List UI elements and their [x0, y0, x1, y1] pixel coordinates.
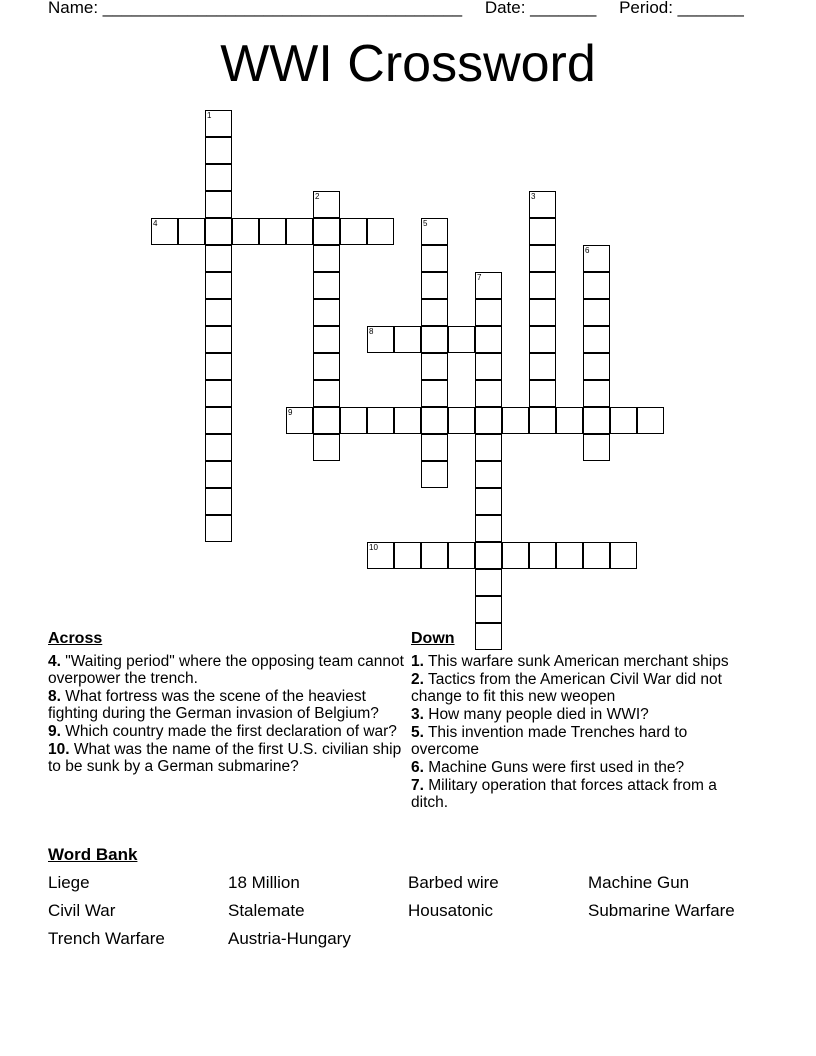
grid-cell[interactable]: [178, 218, 205, 245]
grid-cell[interactable]: [205, 272, 232, 299]
grid-cell[interactable]: [421, 380, 448, 407]
clue-number: 1: [207, 111, 212, 120]
grid-cell[interactable]: [529, 380, 556, 407]
down-clue: [411, 759, 751, 776]
grid-cell[interactable]: [421, 434, 448, 461]
grid-cell[interactable]: [529, 272, 556, 299]
down-clues: [411, 630, 751, 812]
clue-number: 2: [315, 192, 320, 201]
grid-cell[interactable]: [583, 272, 610, 299]
grid-cell[interactable]: [475, 407, 502, 434]
clue-number: 9: [288, 408, 293, 417]
grid-cell[interactable]: [421, 353, 448, 380]
clue-number: 3.: [411, 706, 424, 723]
down-clue: [411, 653, 751, 670]
grid-cell[interactable]: [529, 245, 556, 272]
grid-cell[interactable]: [475, 272, 502, 299]
grid-cell[interactable]: [313, 218, 340, 245]
grid-cell[interactable]: [367, 407, 394, 434]
grid-cell[interactable]: [205, 461, 232, 488]
grid-cell[interactable]: [583, 353, 610, 380]
grid-cell[interactable]: [394, 407, 421, 434]
grid-cell[interactable]: [448, 407, 475, 434]
clue-text: What was the name of the first U.S. civilian ship to be sunk by a German submarine?: [48, 741, 402, 775]
grid-cell[interactable]: [475, 380, 502, 407]
grid-cell[interactable]: [421, 326, 448, 353]
clue-text: This warfare sunk American merchant ships: [423, 653, 729, 670]
grid-cell[interactable]: [205, 380, 232, 407]
grid-cell[interactable]: [421, 299, 448, 326]
grid-cell[interactable]: [475, 542, 502, 569]
grid-cell[interactable]: [583, 407, 610, 434]
grid-cell[interactable]: [205, 218, 232, 245]
clue-number: 6.: [411, 759, 424, 776]
grid-cell[interactable]: [340, 407, 367, 434]
grid-cell[interactable]: [205, 353, 232, 380]
clue-number: 5.: [411, 724, 424, 741]
word-bank-item: Liege: [48, 873, 90, 892]
grid-cell[interactable]: [637, 407, 664, 434]
grid-cell[interactable]: [583, 299, 610, 326]
across-clue: [48, 723, 408, 740]
grid-cell[interactable]: [475, 434, 502, 461]
grid-cell[interactable]: [421, 461, 448, 488]
grid-cell[interactable]: [205, 245, 232, 272]
grid-cell[interactable]: [259, 218, 286, 245]
grid-cell[interactable]: [205, 515, 232, 542]
grid-cell[interactable]: [475, 299, 502, 326]
grid-cell[interactable]: [313, 434, 340, 461]
down-clue: [411, 724, 751, 758]
grid-cell[interactable]: [529, 353, 556, 380]
grid-cell[interactable]: [475, 326, 502, 353]
clue-text: This invention made Trenches hard to overcome: [411, 724, 688, 758]
grid-cell[interactable]: [583, 542, 610, 569]
grid-cell[interactable]: [502, 407, 529, 434]
grid-cell[interactable]: [205, 434, 232, 461]
word-bank-item: Civil War: [48, 901, 116, 920]
word-bank-item: Machine Gun: [588, 873, 690, 892]
grid-cell[interactable]: [421, 542, 448, 569]
grid-cell[interactable]: [529, 299, 556, 326]
grid-cell[interactable]: [556, 407, 583, 434]
clue-number: 8.: [48, 688, 61, 705]
grid-cell[interactable]: [475, 569, 502, 596]
word-bank-item: Trench Warfare: [48, 929, 165, 948]
grid-cell[interactable]: [583, 434, 610, 461]
down-heading: Down: [411, 630, 455, 647]
clue-number: 7.: [411, 777, 424, 794]
across-clue: [48, 653, 408, 687]
grid-cell[interactable]: [475, 596, 502, 623]
clue-text: What fortress was the scene of the heaviest fighting during the German invasion of Belgium?: [48, 688, 379, 722]
grid-cell[interactable]: [610, 407, 637, 434]
grid-cell[interactable]: [205, 164, 232, 191]
grid-cell[interactable]: [529, 326, 556, 353]
grid-cell[interactable]: [232, 218, 259, 245]
grid-cell[interactable]: [151, 218, 178, 245]
clue-number: 10: [369, 543, 378, 552]
clue-text: "Waiting period" where the opposing team cannot overpower the trench.: [48, 653, 404, 687]
grid-cell[interactable]: [583, 245, 610, 272]
grid-cell[interactable]: [205, 407, 232, 434]
clue-number: 7: [477, 273, 482, 282]
clue-number: 4: [153, 219, 158, 228]
across-heading: Across: [48, 630, 103, 647]
grid-cell[interactable]: [421, 218, 448, 245]
clue-number: 4.: [48, 653, 61, 670]
clue-number: 8: [369, 327, 374, 336]
word-bank-heading: Word Bank: [48, 845, 138, 864]
word-bank-item: Barbed wire: [408, 873, 499, 892]
grid-cell[interactable]: [205, 137, 232, 164]
grid-cell[interactable]: [475, 353, 502, 380]
word-bank-item: Austria-Hungary: [228, 929, 351, 948]
clue-number: 5: [423, 219, 428, 228]
grid-cell[interactable]: [205, 326, 232, 353]
grid-cell[interactable]: [529, 191, 556, 218]
grid-cell[interactable]: [313, 353, 340, 380]
grid-cell[interactable]: [313, 380, 340, 407]
across-clue: [48, 741, 408, 775]
clue-number: 3: [531, 192, 536, 201]
grid-cell[interactable]: [313, 407, 340, 434]
down-clue: [411, 777, 751, 811]
grid-cell[interactable]: [556, 542, 583, 569]
grid-cell[interactable]: [448, 542, 475, 569]
word-bank-item: Submarine Warfare: [588, 901, 735, 920]
clue-text: Tactics from the American Civil War did not change to fit this new weopen: [411, 671, 722, 705]
grid-cell[interactable]: [340, 218, 367, 245]
clue-number: 6: [585, 246, 590, 255]
grid-cell[interactable]: [286, 218, 313, 245]
grid-cell[interactable]: [205, 488, 232, 515]
clue-text: Machine Guns were first used in the?: [423, 759, 685, 776]
period-field[interactable]: Period: _______: [619, 0, 744, 17]
clue-number: 9.: [48, 723, 61, 740]
clue-text: Military operation that forces attack from a ditch.: [411, 777, 717, 811]
grid-cell[interactable]: [313, 326, 340, 353]
name-field[interactable]: Name: ______________________________________: [48, 0, 463, 17]
grid-cell[interactable]: [313, 299, 340, 326]
down-clue: [411, 671, 751, 705]
clue-number: 2.: [411, 671, 424, 688]
grid-cell[interactable]: [421, 272, 448, 299]
grid-cell[interactable]: [529, 542, 556, 569]
clue-number: 1.: [411, 653, 424, 670]
grid-cell[interactable]: [448, 326, 475, 353]
grid-cell[interactable]: [529, 218, 556, 245]
grid-cell[interactable]: [367, 542, 394, 569]
across-clue: [48, 688, 408, 722]
grid-cell[interactable]: [394, 326, 421, 353]
grid-cell[interactable]: [367, 218, 394, 245]
grid-cell[interactable]: [205, 191, 232, 218]
date-field[interactable]: Date: _______: [484, 0, 597, 17]
grid-cell[interactable]: [583, 326, 610, 353]
clue-number: 10.: [48, 741, 70, 758]
grid-cell[interactable]: [475, 461, 502, 488]
grid-cell[interactable]: [313, 191, 340, 218]
grid-cell[interactable]: [394, 542, 421, 569]
grid-cell[interactable]: [313, 245, 340, 272]
clue-text: Which country made the first declaration of war?: [60, 723, 397, 740]
grid-cell[interactable]: [313, 272, 340, 299]
grid-cell[interactable]: [610, 542, 637, 569]
word-bank-item: 18 Million: [228, 873, 300, 892]
across-clues: [48, 630, 408, 776]
page-title: WWI Crossword: [220, 35, 596, 93]
grid-cell[interactable]: [205, 110, 232, 137]
word-bank-item: Housatonic: [408, 901, 494, 920]
word-bank: [48, 873, 788, 949]
grid-cell[interactable]: [475, 515, 502, 542]
grid-cell[interactable]: [286, 407, 313, 434]
grid-cell[interactable]: [583, 380, 610, 407]
grid-cell[interactable]: [205, 299, 232, 326]
grid-cell[interactable]: [421, 245, 448, 272]
down-clue: [411, 706, 751, 723]
grid-cell[interactable]: [421, 407, 448, 434]
grid-cell[interactable]: [475, 488, 502, 515]
grid-cell[interactable]: [367, 326, 394, 353]
grid-cell[interactable]: [502, 542, 529, 569]
word-bank-item: Stalemate: [228, 901, 305, 920]
grid-cell[interactable]: [529, 407, 556, 434]
clue-text: How many people died in WWI?: [423, 706, 649, 723]
